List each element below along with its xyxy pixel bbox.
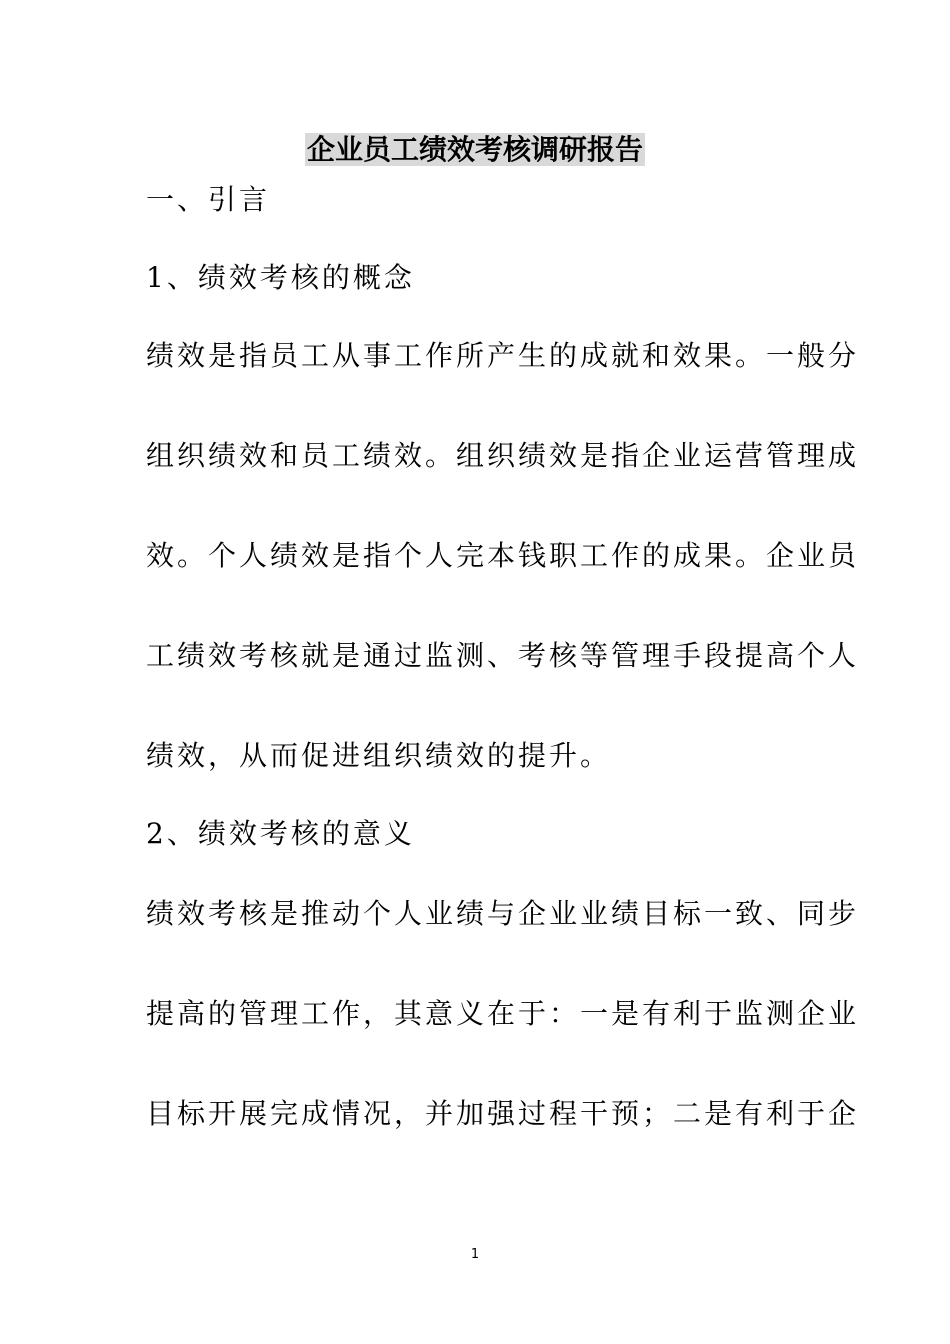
- subsection-heading-significance: 2、绩效考核的意义: [146, 817, 415, 850]
- paragraph-line: 工绩效考核就是通过监测、考核等管理手段提高个人: [146, 639, 860, 672]
- paragraph-line: 绩效是指员工从事工作所产生的成就和效果。一般分: [146, 339, 860, 372]
- document-title-text: 企业员工绩效考核调研报告: [306, 133, 643, 166]
- page-number: 1: [470, 1247, 480, 1262]
- paragraph-line: 效。个人绩效是指个人完本钱职工作的成果。企业员: [146, 539, 860, 572]
- section-heading-introduction: 一、引言: [146, 183, 271, 216]
- paragraph-line: 目标开展完成情况，并加强过程干预；二是有利于企: [146, 1097, 860, 1130]
- paragraph-line: 组织绩效和员工绩效。组织绩效是指企业运营管理成: [146, 439, 860, 472]
- paragraph-line: 绩效考核是推动个人业绩与企业业绩目标一致、同步: [146, 897, 860, 930]
- paragraph-line: 绩效，从而促进组织绩效的提升。: [146, 739, 612, 772]
- document-title: [0, 130, 950, 170]
- paragraph-line: 提高的管理工作，其意义在于：一是有利于监测企业: [146, 997, 860, 1030]
- subsection-heading-concept: 1、绩效考核的概念: [146, 261, 415, 294]
